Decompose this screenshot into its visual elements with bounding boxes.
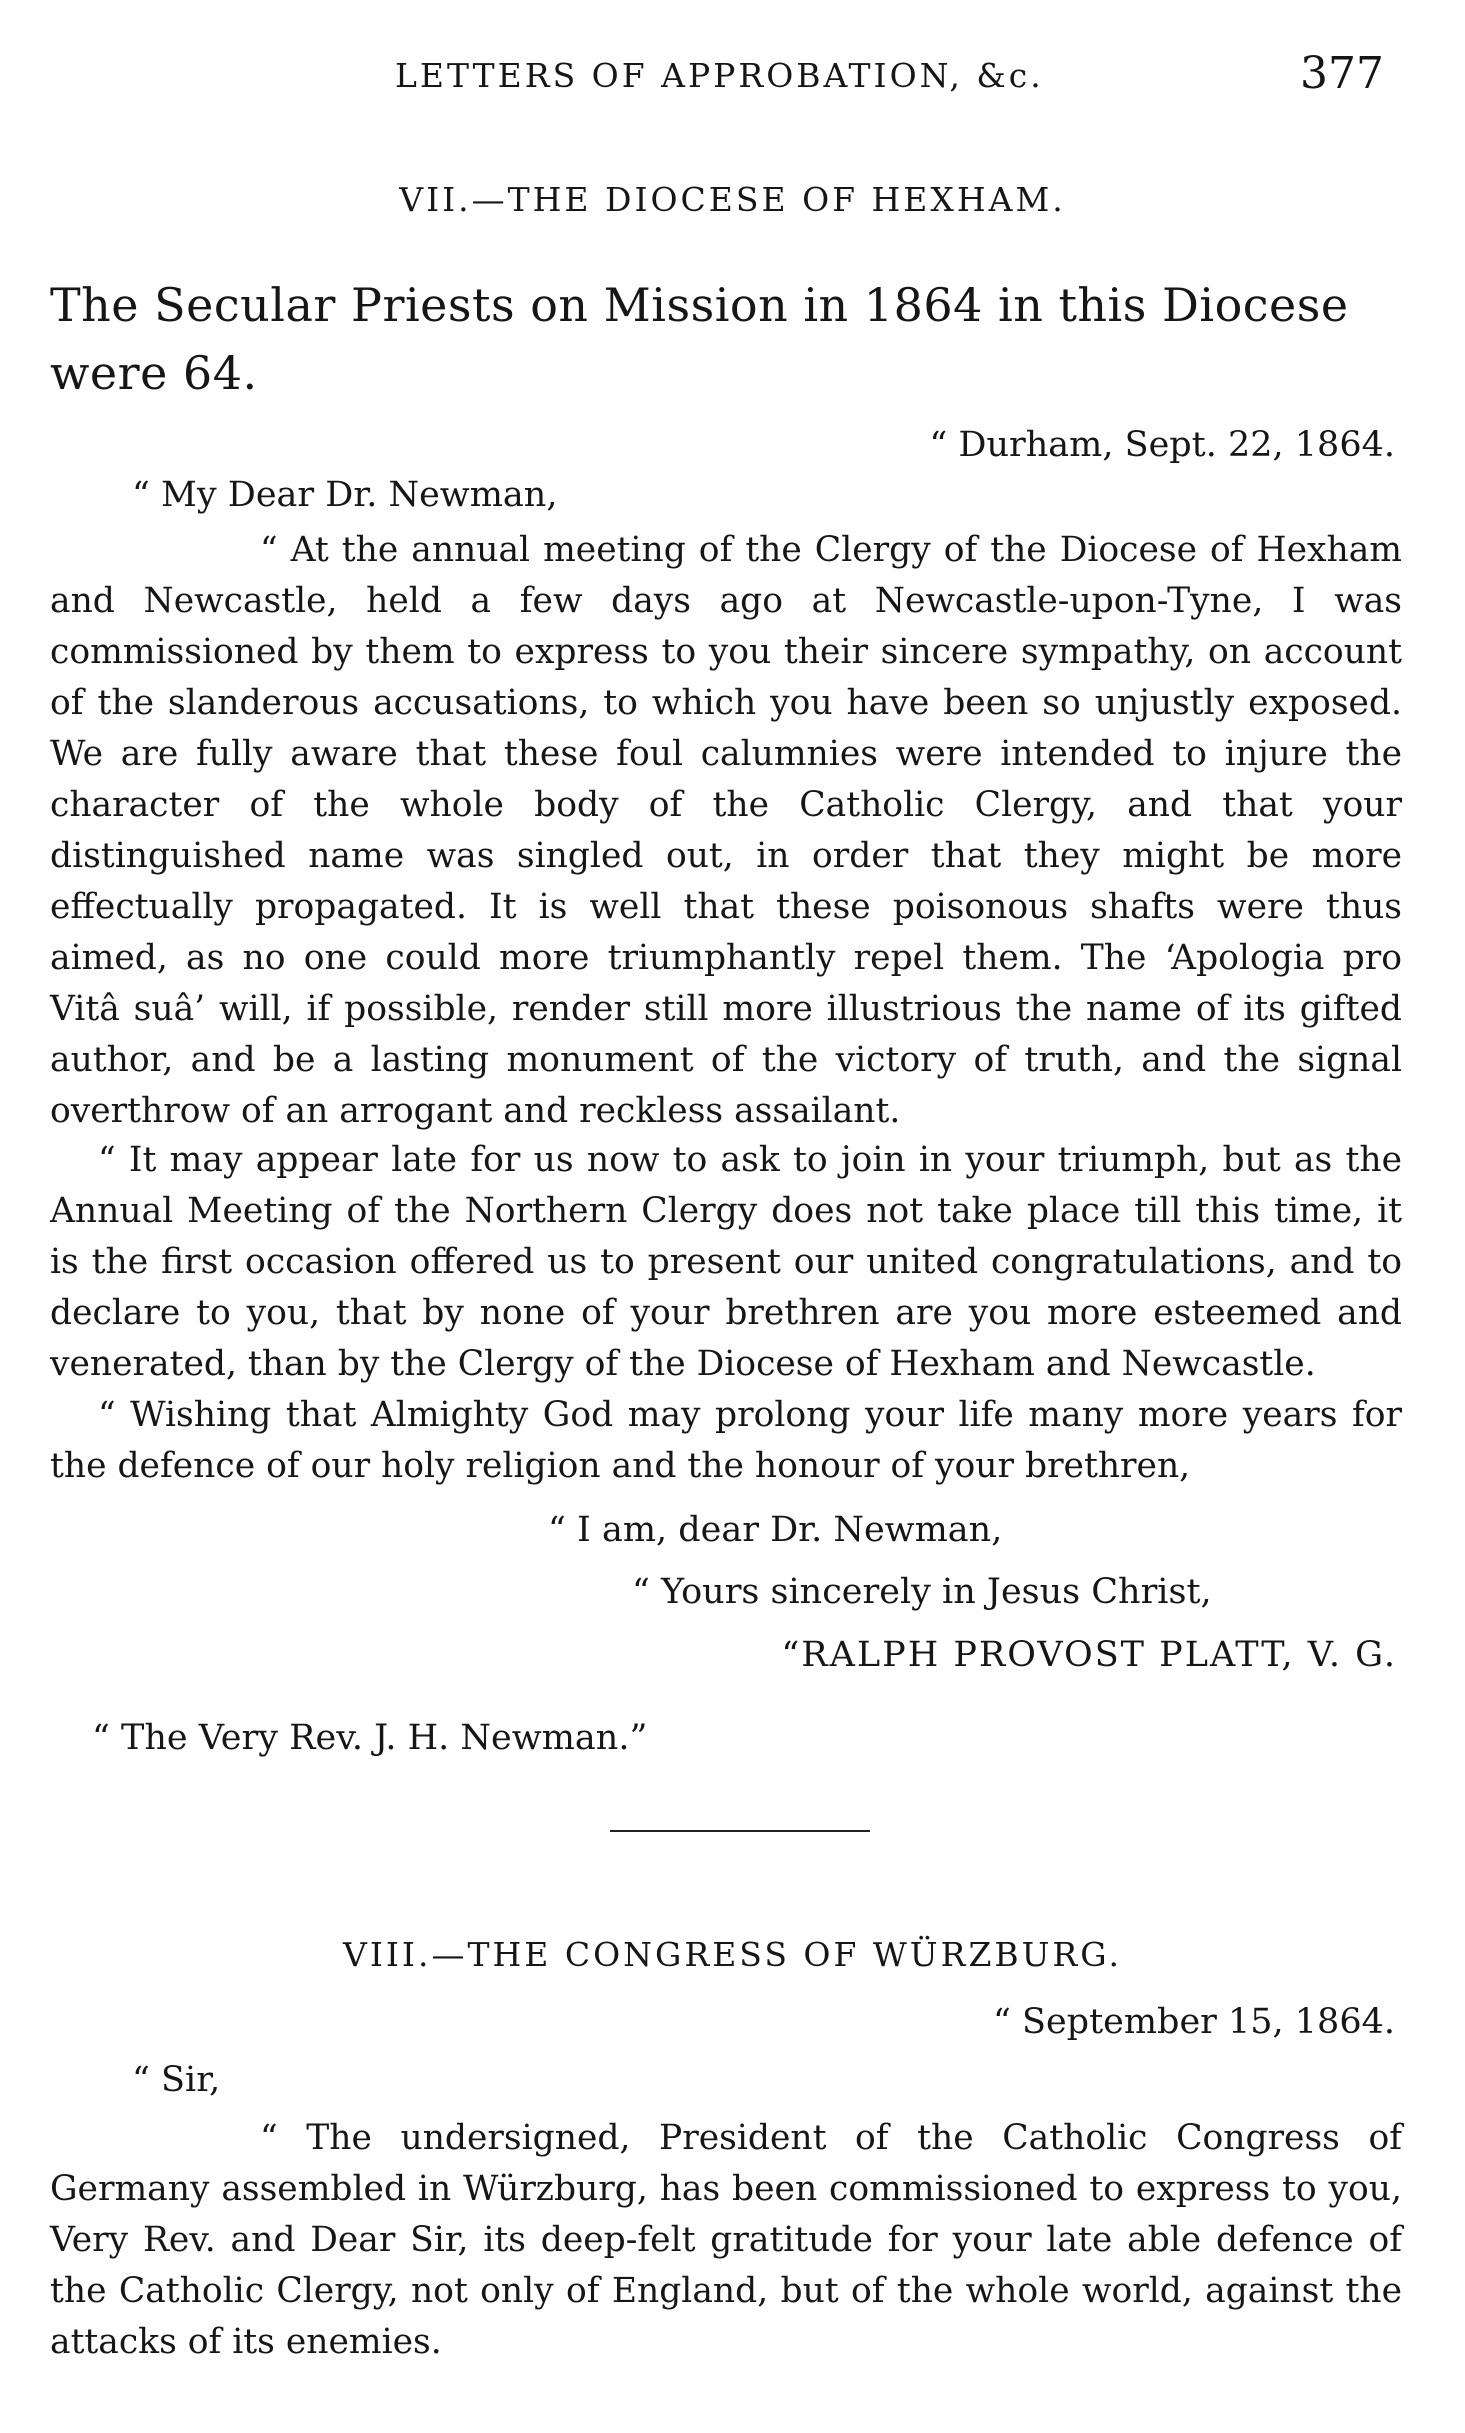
closing-line-1: “ I am, dear Dr. Newman, <box>548 1510 1003 1550</box>
wurzburg-paragraph-1: “ The undersigned, President of the Catholic Congress of Germany assembled in Würzburg, has been commissioned to express to you, Very Rev. and Dear Sir, its deep-felt gratitude for your late able defence of the Catholic Clergy, not only of England, but of the whole world, against the attacks of its enemies. <box>50 2118 1402 2362</box>
running-head <box>0 48 1465 108</box>
intro-line-2: were 64. <box>50 346 258 400</box>
letter-paragraph-1: “ At the annual meeting of the Clergy of the Diocese of Hexham and Newcastle, held a few days ago at Newcastle-upon-Tyne, I was commissioned by them to express to you their sincere sympathy, on account of the slanderous accusations, to which you have been so unjustly exposed. We are fully aware that these foul calumnies were intended to injure the character of the whole body of the Catholic Clergy, and that your distinguished name was singled out, in order that they might be more effectually propagated. It is well that these poisonous shafts were thus aimed, as no one could more triumphantly repel them. The ‘Apologia pro Vitâ suâ’ will, if possible, render still more illustrious the name of its gifted author, and be a lasting monument of the victory of truth, and the signal overthrow of an arrogant and reckless assailant. <box>50 530 1402 1131</box>
section-heading-hexham: VII.—THE DIOCESE OF HEXHAM. <box>399 180 1066 219</box>
dateline-durham: “ Durham, Sept. 22, 1864. <box>929 425 1395 465</box>
closing-line-2: “ Yours sincerely in Jesus Christ, <box>632 1572 1212 1612</box>
salutation-sir: “ Sir, <box>132 2060 221 2100</box>
letter-paragraph-2: “ It may appear late for us now to ask to join in your triumph, but as the Annual Meeting of the Northern Clergy does not take place till this time, it is the first occasion offered us to present our united congratulations, and to declare to you, that by none of your brethren are you more esteemed and venerated, than by the Clergy of the Diocese of Hexham and Newcastle. <box>50 1140 1402 1384</box>
section-heading-wurzburg: VIII.—THE CONGRESS OF WÜRZBURG. <box>343 1935 1122 1974</box>
letter-paragraph-3: “ Wishing that Almighty God may prolong your life many more years for the defence of our holy religion and the honour of your brethren, <box>50 1395 1402 1486</box>
section-divider <box>610 1830 870 1832</box>
addressee: “ The Very Rev. J. H. Newman.” <box>92 1718 648 1758</box>
salutation-newman: “ My Dear Dr. Newman, <box>132 475 558 515</box>
page-number: 377 <box>1300 48 1384 99</box>
running-title: LETTERS OF APPROBATION, &c. <box>395 56 1044 95</box>
dateline-september: “ September 15, 1864. <box>992 2002 1395 2042</box>
signature: “RALPH PROVOST PLATT, V. G. <box>781 1635 1397 1675</box>
intro-line-1: The Secular Priests on Mission in 1864 in this Diocese <box>50 278 1349 332</box>
